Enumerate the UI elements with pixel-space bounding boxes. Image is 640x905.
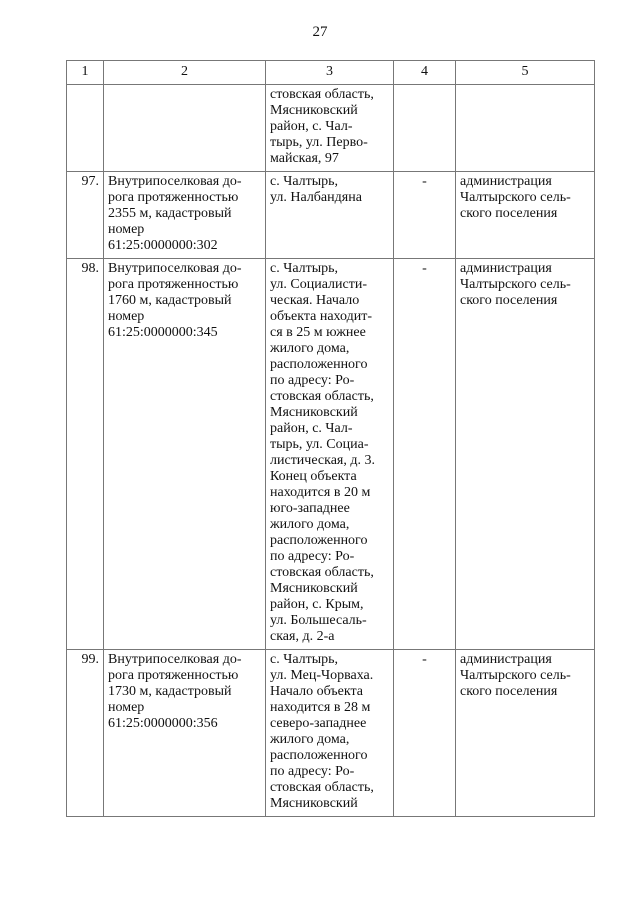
row-number-cell (67, 85, 104, 172)
location-cell: с. Чалтырь, ул. Налбандяна (266, 172, 394, 259)
owner-cell: администрация Чалтырского сель- ского поселения (456, 172, 595, 259)
column-4-cell: - (394, 650, 456, 817)
registry-table (66, 60, 595, 817)
table-row (67, 259, 595, 650)
page-number: 27 (312, 24, 328, 40)
table-row (67, 85, 595, 172)
owner-cell (456, 85, 595, 172)
column-number-3: 3 (266, 61, 394, 85)
column-4-cell (394, 85, 456, 172)
column-number-1: 1 (67, 61, 104, 85)
object-name-cell: Внутрипоселковая до- рога протяженностью 1760 м, кадастровый номер 61:25:0000000:345 (104, 259, 266, 650)
table-row (67, 650, 595, 817)
column-4-cell: - (394, 259, 456, 650)
row-number-cell: 97. (67, 172, 104, 259)
owner-cell: администрация Чалтырского сель- ского поселения (456, 259, 595, 650)
location-cell: стовская область, Мясниковский район, с. Чал- тырь, ул. Перво- майская, 97 (266, 85, 394, 172)
table-row (67, 172, 595, 259)
column-number-2: 2 (104, 61, 266, 85)
column-4-cell: - (394, 172, 456, 259)
owner-cell: администрация Чалтырского сель- ского поселения (456, 650, 595, 817)
column-number-5: 5 (456, 61, 595, 85)
table-header-row (67, 61, 595, 85)
object-name-cell (104, 85, 266, 172)
location-cell: с. Чалтырь, ул. Социалисти- ческая. Начало объекта находит- ся в 25 м южнее жилого дома, расположенного по адресу: Ро- стовская область, Мясниковский район, с. Чал- тырь, ул. Социа- листическая, д. 3. Конец объекта находится в 20 м юго-западнее жилого дома, расположенного по адресу: Ро- стовская область, Мясниковский район, с. Крым, ул. Большесаль- ская, д. 2-а (266, 259, 394, 650)
row-number-cell: 99. (67, 650, 104, 817)
row-number-cell: 98. (67, 259, 104, 650)
location-cell: с. Чалтырь, ул. Мец-Чорваха. Начало объекта находится в 28 м северо-западнее жилого дома, расположенного по адресу: Ро- стовская область, Мясниковский (266, 650, 394, 817)
column-number-4: 4 (394, 61, 456, 85)
object-name-cell: Внутрипоселковая до- рога протяженностью 2355 м, кадастровый номер 61:25:0000000:302 (104, 172, 266, 259)
object-name-cell: Внутрипоселковая до- рога протяженностью 1730 м, кадастровый номер 61:25:0000000:356 (104, 650, 266, 817)
